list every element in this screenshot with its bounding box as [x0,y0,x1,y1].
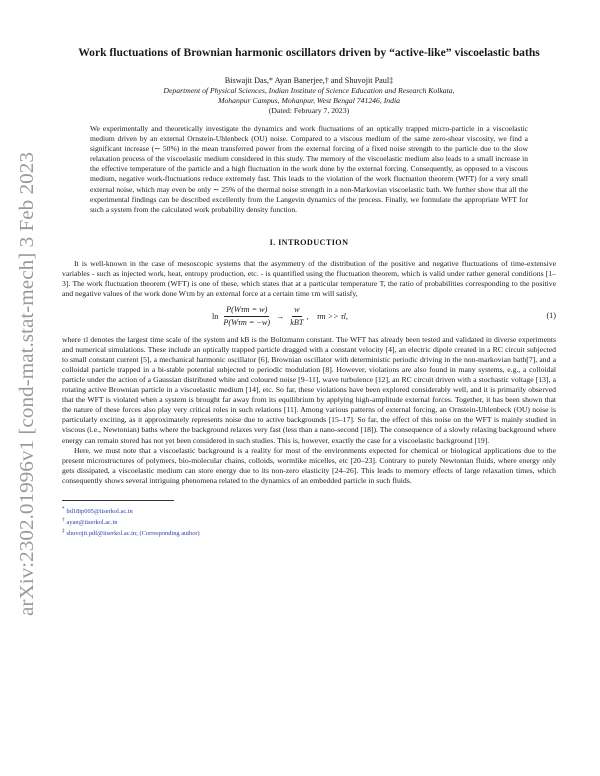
footnote-3-email-link[interactable]: shuvojit.pdf@iiserkol.ac.in; (Corresponding author) [66,530,200,538]
abstract: We experimentally and theoretically investigate the dynamics and work fluctuations of an optically trapped micro-particle in a viscoelastic medium driven by an external Ornstein-Uhlenbeck (OU) noise. Compared to a viscous medium of the same zero-shear viscosity, we find a significant increase (∼ 50%) in the mean transferred power from the external forcing of a fixed noise strength to the particle due to the slow relaxation process of the viscoelastic medium considered in this study. The memory of the viscoelastic medium also leads to a small increase in the effective temperature of the particle and a high fluctuation in the work done by the external forcing. Consequently, as opposed to a viscous medium, negative work-fluctuations reduce extremely fast. This leads to the violation of the work fluctuation theorem (WFT) for a very small external noise, which may even be only ∼ 25% of the thermal noise strength in a non-Markovian viscoelastic bath. We further show that all the experimental findings can be described excellently from the Langevin dynamics of the process. Finally, we formulate the appropriate WFT for such a system from the calculated work probability density function. [90,124,528,214]
footnote-1-mark: * [62,506,65,512]
equation-ln: ln [212,312,219,322]
footnote-1-email-link[interactable]: bd18ip005@iiserkol.ac.in [66,507,133,515]
equation-rhs-numerator: w [292,305,301,317]
paper-page [62,46,556,538]
date-line: (Dated: February 7, 2023) [268,106,350,115]
footnote-2 [62,516,556,527]
affiliation-line-1: Department of Physical Sciences, Indian Institute of Science Education and Research Kolkata, [163,86,455,95]
paragraph-3: Here, we must note that a viscoelastic background is a reality for most of the environments expected for chemical or biological applications due to the present microstructures of polymers, bio-molecular chains, colloids, wormlike micelles, etc [20–23]. Contrary to purely Newtonian fluids, where energy only gets dissipated, a viscoelastic medium can store energy due to its non-zero elasticity [24–26]. This leads to memory effects of large relaxation times, which consequently shows several intriguing phenomena related to the dynamics of an embedded particle in such fluids. [62,445,556,485]
arxiv-identifier-stamp [6,150,42,620]
equation-condition: , τm >> τl, [306,312,348,322]
paragraph-1: It is well-known in the case of mesoscopic systems that the asymmetry of the distribution of the positive and negative fluctuations of time-extensive variables - such as injected work, heat, entropy production, etc. - is quantified using the fluctuation theorem, which is valid under rather general conditions [1–3]. The work fluctuation theorem (WFT) is one of these, which states that at a particular temperature T, the ratio of probabilities corresponding to the positive and negative values of the work done Wτm by an external force at a certain time τm will satisfy, [62,258,556,298]
footnote-1 [62,505,556,516]
equation-denominator: P(Wτm = −w) [223,318,271,328]
equation-rhs-denominator: kBT [290,318,304,328]
footnote-2-email-link[interactable]: ayan@iiserkol.ac.in [66,518,118,526]
equation-numerator: P(Wτm = w) [224,305,269,317]
footnotes [62,505,556,538]
footnote-divider [62,500,174,501]
affiliation-line-2: Mohanpur Campus, Mohanpur, West Bengal 741246, India [218,96,400,105]
arxiv-id-text: arXiv:2302.01996v1 [cond-mat.stat-mech] 3 Feb 2023 [16,167,38,616]
footnote-3 [62,527,556,538]
author-list: Biswajit Das,* Ayan Banerjee,† and Shuvojit Paul‡ [224,76,394,85]
equation-rhs-fraction [290,305,303,328]
paper-title: Work fluctuations of Brownian harmonic oscillators driven by “active-like” viscoelastic baths [78,46,540,59]
footnote-3-mark: ‡ [62,528,65,534]
equation-number: (1) [546,311,556,321]
paragraph-2: where τl denotes the largest time scale of the system and kB is the Boltzmann constant. The WFT has already been tested and validated in diverse experiments and numerical simulations. These include an optically trapped particle dragged with a constant velocity [4], an electric dipole created in a RC circuit subjected to small constant current [5], a mechanical harmonic oscillator [6], Brownian oscillator with deterministic periodic driving in the non-markovian bath[7], and a colloidal particle trapped in a bi-stable potential subjected to periodic modulation [8]. However, violations are also found in many systems, e.g., a colloidal particle under the action of a Gaussian distributed white and coloured noise [9–11], wave turbulence [12], an RC circuit driven with a stochastic voltage [13], a rotating active Brownian particle in a viscoelastic medium [14], etc. So far, these violations have been explored considerably well, and it is primarily observed that the WFT is violated when a system is brought far away from its equilibrium by applying high-amplitude external forces. Together, it has been shown that the nature of these forces also play very critical roles in such relations [11]. Among various patterns of external forcing, an Ornstein-Uhlenbeck (OU) noise is particularly exciting, as it approximately represents noise due to active backgrounds [15–17]. So far, the effect of this noise on the WFT is mainly studied in viscous (i.e., Newtonian) baths where the background relaxes very fast (less than a nano-second [18]). The consequence of a slowly relaxing background where energy can remain stored has not yet been considered in such studies. This is, however, exactly the case for a viscoelastic background [19]. [62,335,556,445]
footnote-2-mark: † [62,517,65,523]
equation-1 [62,303,556,331]
section-heading-introduction: I. INTRODUCTION [269,237,349,247]
equation-arrow: → [276,312,285,322]
equation-lhs-fraction [223,305,270,328]
